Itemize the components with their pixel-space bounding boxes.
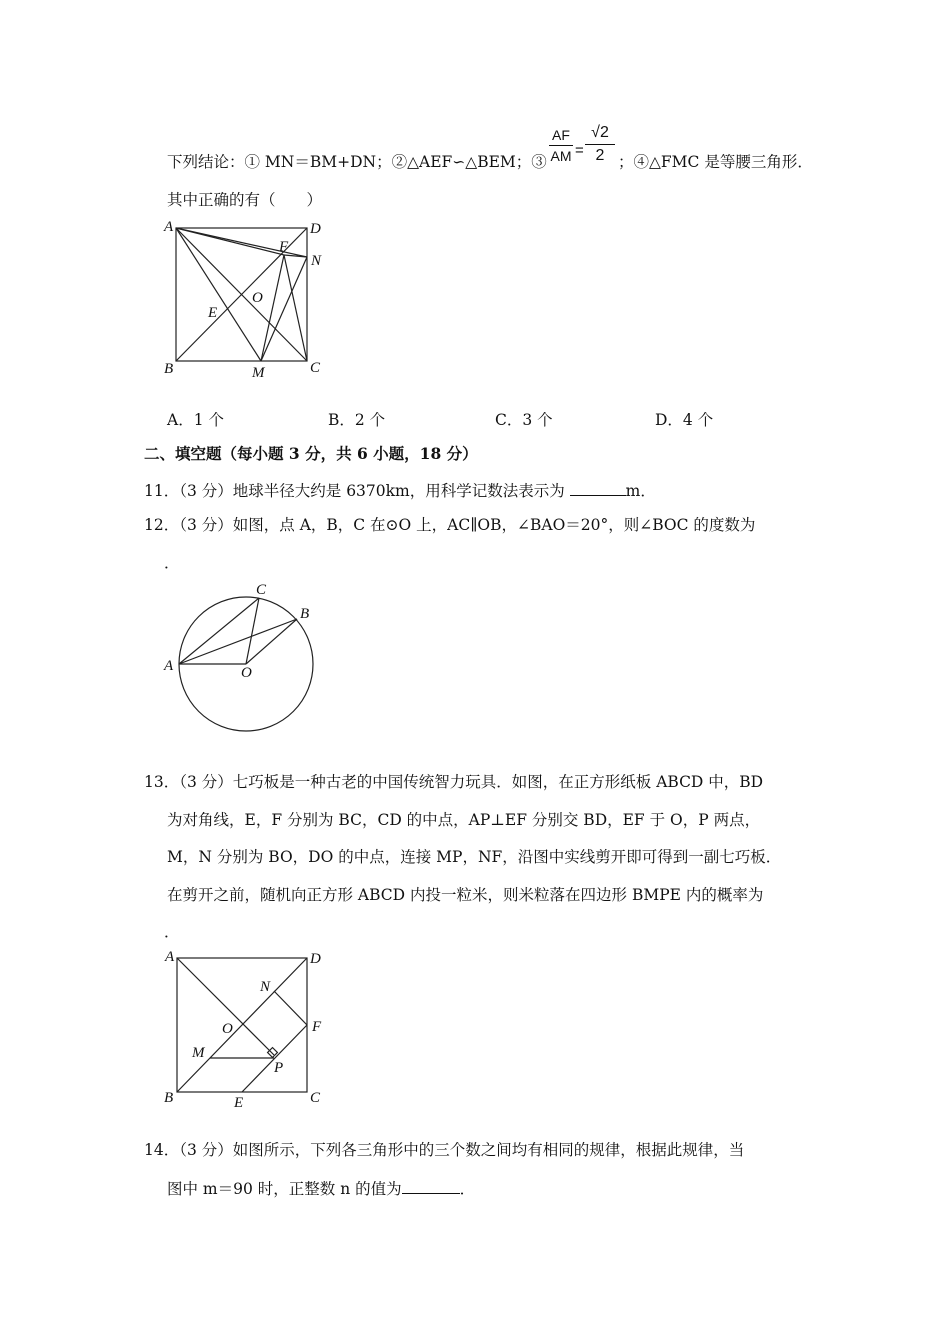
- section-2-heading: 二、填空题（每小题 3 分，共 6 小题，18 分）: [144, 444, 478, 463]
- q11-unit: m．: [625, 482, 656, 500]
- q13-line2: 为对角线，E，F 分别为 BC，CD 的中点，AP⊥EF 分别交 BD，EF 于 O，P 两点，: [167, 811, 761, 829]
- q12-end: ．: [164, 554, 180, 572]
- label-p: P: [274, 1060, 284, 1076]
- q14-answer-blank[interactable]: [402, 1178, 460, 1194]
- q11-stem: 11．（3 分）地球半径大约是 6370km，用科学记数法表示为: [144, 482, 565, 500]
- q10-option-c[interactable]: C．3 个: [495, 411, 553, 429]
- frac-rhs-numerator: √2: [591, 124, 609, 141]
- segment-nf: [274, 991, 307, 1025]
- label-c: C: [256, 582, 267, 598]
- q10-fraction-equals: =: [575, 142, 584, 159]
- q10-option-b[interactable]: B．2 个: [328, 411, 386, 429]
- q10-fraction-sqrt2-over-2: [585, 123, 615, 166]
- q11-answer-blank[interactable]: [570, 480, 626, 496]
- q12-circle-figure: [160, 578, 330, 738]
- q13-end: ．: [164, 923, 180, 941]
- label-c: C: [310, 360, 321, 376]
- q10-square-figure: [160, 215, 360, 385]
- label-b: B: [164, 361, 174, 377]
- segment-nm: [261, 257, 307, 361]
- q10-question: 其中正确的有（ ）: [167, 191, 323, 209]
- label-e: E: [208, 305, 218, 321]
- q12-text: 12．（3 分）如图，点 A，B，C 在⊙O 上，AC∥OB，∠BAO＝20°，则∠BOC 的度数为: [144, 516, 756, 534]
- label-b: B: [164, 1090, 174, 1106]
- label-a: A: [164, 658, 174, 674]
- q10-fraction-af-am: [549, 126, 573, 165]
- frac-numerator: AF: [552, 127, 570, 143]
- q10-option-d[interactable]: D．4 个: [655, 411, 714, 429]
- frac-rhs-denominator: 2: [595, 147, 605, 164]
- label-n: N: [260, 979, 271, 995]
- label-a: A: [165, 949, 175, 965]
- label-d: D: [310, 951, 321, 967]
- label-b: B: [300, 606, 310, 622]
- q10-conclusions-part1: 下列结论：① MN＝BM+DN；②△AEF∽△BEM；③: [167, 153, 547, 171]
- q13-tangram-figure: [160, 945, 360, 1120]
- label-f: F: [312, 1019, 322, 1035]
- q14-line1: 14．（3 分）如图所示，下列各三角形中的三个数之间均有相同的规律，根据此规律，当: [144, 1141, 745, 1159]
- q10-conclusions-part2: ；④△FMC 是等腰三角形．: [618, 153, 813, 171]
- label-o: O: [252, 290, 263, 306]
- segment-ac: [179, 598, 259, 664]
- q13-line1: 13．（3 分）七巧板是一种古老的中国传统智力玩具．如图，在正方形纸板 ABCD 中，BD: [144, 773, 764, 791]
- label-m: M: [252, 365, 265, 381]
- q14-line2: [167, 1178, 475, 1199]
- q14-stem: 图中 m＝90 时，正整数 n 的值为: [167, 1180, 402, 1198]
- label-f: F: [279, 239, 289, 255]
- label-a: A: [164, 219, 174, 235]
- label-m: M: [192, 1045, 205, 1061]
- q10-option-a[interactable]: A．1 个: [167, 411, 224, 429]
- label-o: O: [241, 665, 252, 681]
- segment-am: [176, 228, 261, 361]
- label-o: O: [222, 1021, 233, 1037]
- right-angle-mark: [268, 1048, 278, 1058]
- label-e: E: [234, 1095, 244, 1111]
- q14-end: ．: [459, 1180, 476, 1198]
- q13-line4: 在剪开之前，随机向正方形 ABCD 内投一粒米，则米粒落在四边形 BMPE 内的概率为: [167, 886, 764, 904]
- q11-text: [144, 480, 656, 501]
- q13-line3: M，N 分别为 BO，DO 的中点，连接 MP，NF，沿图中实线剪开即可得到一副七巧板．: [167, 848, 782, 866]
- segment-fc: [284, 255, 307, 361]
- label-d: D: [310, 221, 321, 237]
- label-n: N: [311, 253, 322, 269]
- frac-denominator: AM: [550, 148, 572, 164]
- label-c: C: [310, 1090, 321, 1106]
- segment-ab: [179, 619, 297, 664]
